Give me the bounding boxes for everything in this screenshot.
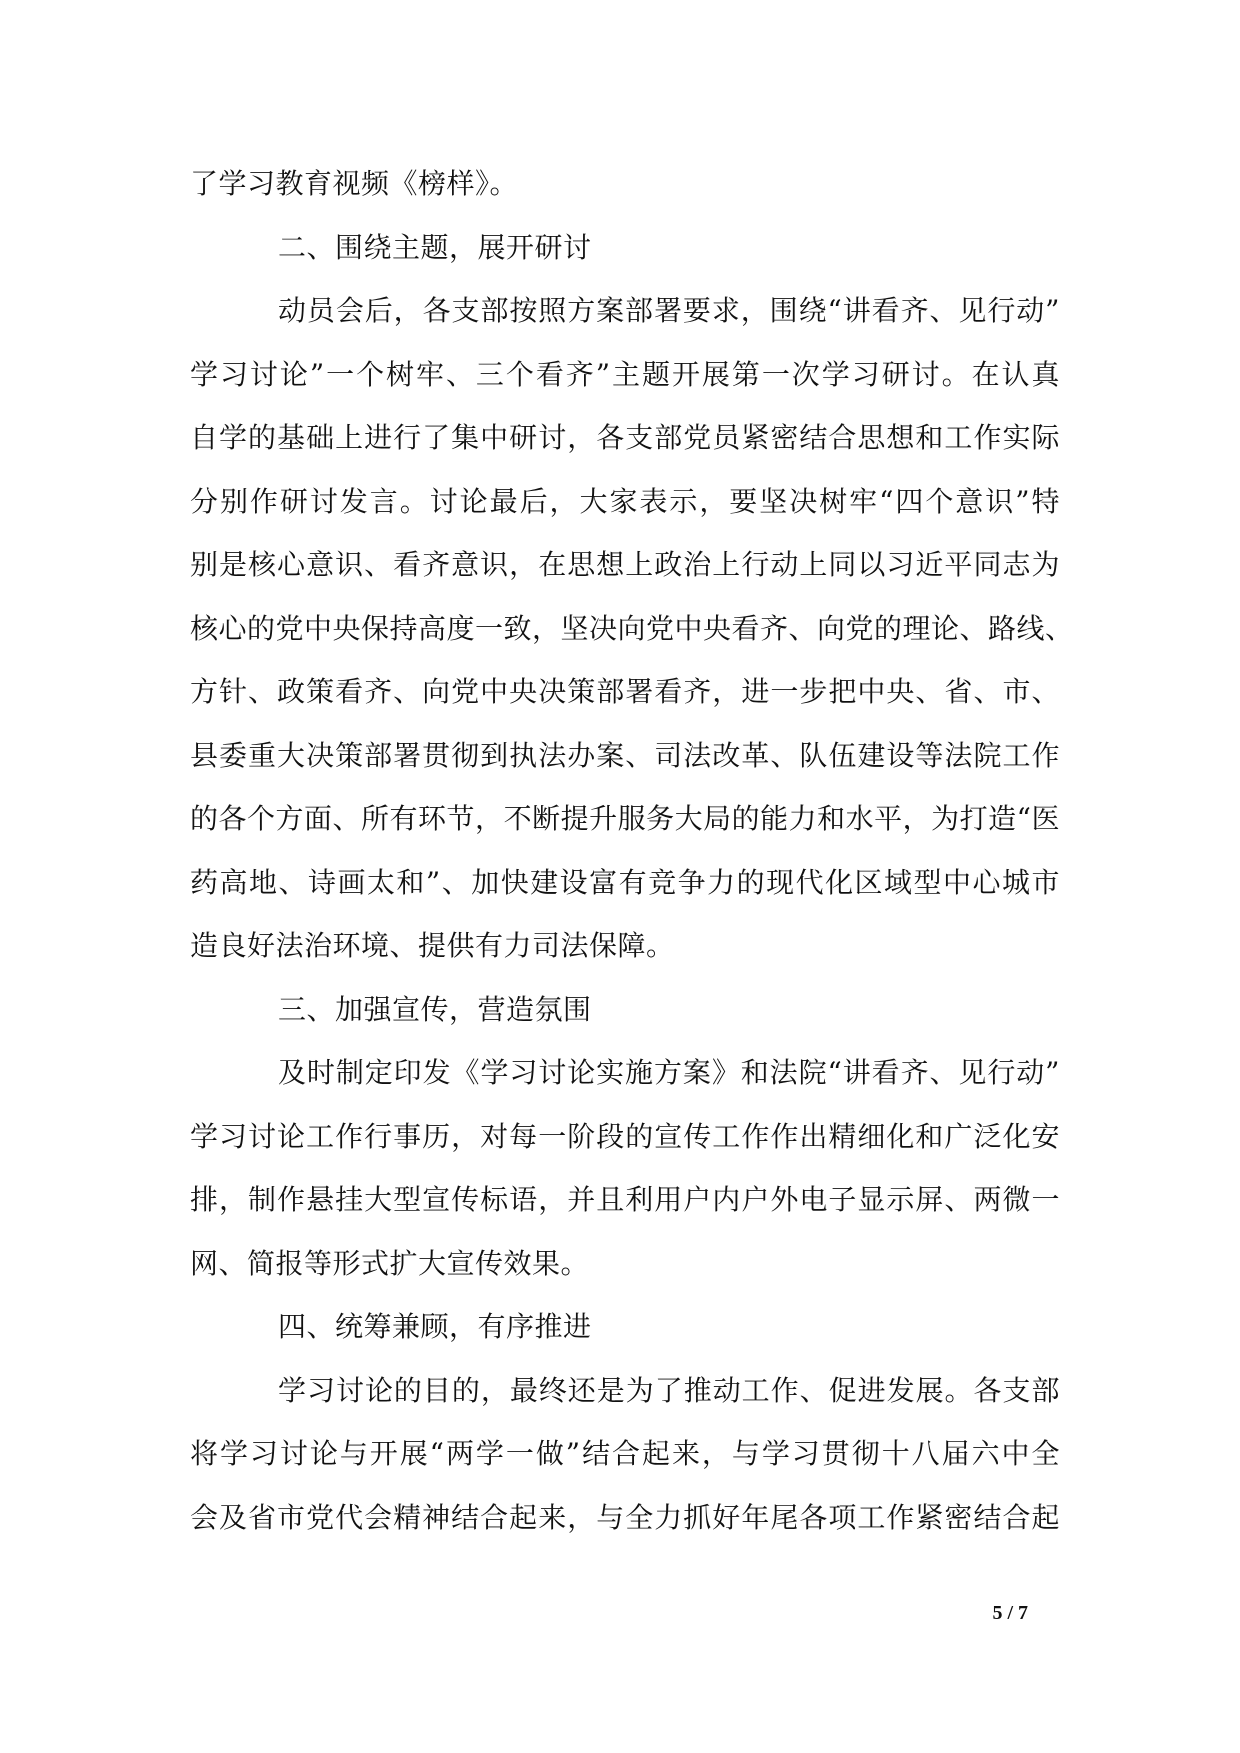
text-line: 会及省市党代会精神结合起来，与全力抓好年尾各项工作紧密结合起	[190, 1500, 1060, 1534]
text-line: 网、简报等形式扩大宣传效果。	[190, 1246, 590, 1280]
section-heading-4: 四、统筹兼顾，有序推进	[278, 1310, 592, 1343]
text-line: 学习讨论的目的，最终还是为了推动工作、促进发展。各支部	[278, 1373, 1060, 1407]
text-line: 核心的党中央保持高度一致，坚决向党中央看齐、向党的理论、路线、	[190, 611, 1074, 645]
body-text	[190, 152, 1074, 1549]
text-line: 排，制作悬挂大型宣传标语，并且利用户内户外电子显示屏、两微一	[190, 1183, 1060, 1216]
text-line: 方针、政策看齐、向党中央决策部署看齐，进一步把中央、省、市、	[190, 675, 1060, 708]
text-line: 及时制定印发《学习讨论实施方案》和法院“讲看齐、见行动”	[278, 1056, 1060, 1089]
text-line: 的各个方面、所有环节，不断提升服务大局的能力和水平，为打造“医	[190, 802, 1060, 835]
text-line: 分别作研讨发言。讨论最后，大家表示，要坚决树牢“四个意识”特	[190, 484, 1060, 518]
text-line: 药高地、诗画太和”、加快建设富有竞争力的现代化区域型中心城市	[190, 865, 1060, 899]
text-line: 动员会后，各支部按照方案部署要求，围绕“讲看齐、见行动”	[278, 294, 1060, 327]
text-line: 了学习教育视频《榜样》。	[190, 167, 519, 200]
text-line: 学习讨论工作行事历，对每一阶段的宣传工作作出精细化和广泛化安	[190, 1119, 1060, 1153]
section-heading-2: 二、围绕主题，展开研讨	[278, 230, 592, 264]
text-line: 将学习讨论与开展“两学一做”结合起来，与学习贯彻十八届六中全	[190, 1437, 1060, 1470]
text-line: 自学的基础上进行了集中研讨，各支部党员紧密结合思想和工作实际	[190, 421, 1060, 454]
text-line: 学习讨论”一个树牢、三个看齐”主题开展第一次学习研讨。在认真	[190, 357, 1060, 391]
section-heading-3: 三、加强宣传，营造氛围	[278, 992, 592, 1026]
text-line: 县委重大决策部署贯彻到执法办案、司法改革、队伍建设等法院工作	[190, 738, 1060, 772]
text-line: 别是核心意识、看齐意识，在思想上政治上行动上同以习近平同志为	[190, 548, 1060, 581]
page-number: 5 / 7	[992, 1602, 1028, 1624]
text-line: 造良好法治环境、提供有力司法保障。	[190, 929, 675, 962]
